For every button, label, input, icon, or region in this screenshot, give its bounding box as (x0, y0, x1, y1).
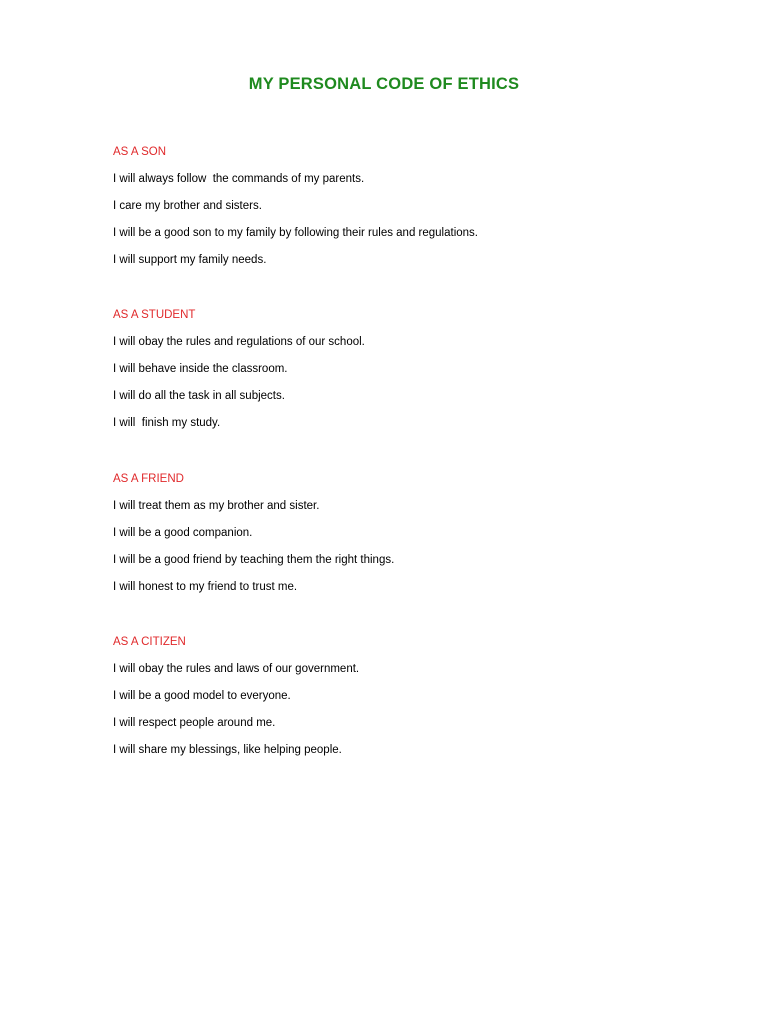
ethics-line: I will do all the task in all subjects. (113, 390, 285, 402)
ethics-line: I care my brother and sisters. (113, 200, 262, 212)
section-heading: AS A CITIZEN (113, 636, 186, 648)
ethics-line: I will honest to my friend to trust me. (113, 581, 298, 593)
section-lines (113, 172, 673, 267)
section-lines (113, 662, 673, 757)
ethics-line: I will be a good companion. (113, 527, 253, 539)
section-as-a-friend (113, 472, 673, 607)
section-heading: AS A SON (113, 146, 167, 158)
section-lines (113, 335, 673, 430)
section-heading: AS A FRIEND (113, 473, 184, 485)
ethics-line: I will respect people around me. (113, 717, 276, 729)
ethics-line: I will be a good friend by teaching them the right things. (113, 554, 395, 566)
section-as-a-student (113, 308, 673, 443)
ethics-line: I will finish my study. (113, 417, 221, 429)
ethics-line: I will always follow the commands of my parents. (113, 173, 365, 185)
section-as-a-citizen (113, 635, 673, 770)
ethics-line: I will be a good model to everyone. (113, 690, 291, 702)
document-title: MY PERSONAL CODE OF ETHICS (248, 75, 520, 93)
section-as-a-son (113, 145, 673, 280)
ethics-line: I will behave inside the classroom. (113, 363, 288, 375)
ethics-line: I will share my blessings, like helping people. (113, 744, 342, 756)
ethics-line: I will obay the rules and laws of our government. (113, 663, 360, 675)
ethics-line: I will treat them as my brother and sister. (113, 500, 320, 512)
ethics-line: I will support my family needs. (113, 254, 267, 266)
ethics-line: I will obay the rules and regulations of our school. (113, 336, 365, 348)
section-lines (113, 499, 673, 594)
ethics-line: I will be a good son to my family by following their rules and regulations. (113, 227, 478, 239)
section-heading: AS A STUDENT (113, 309, 196, 321)
